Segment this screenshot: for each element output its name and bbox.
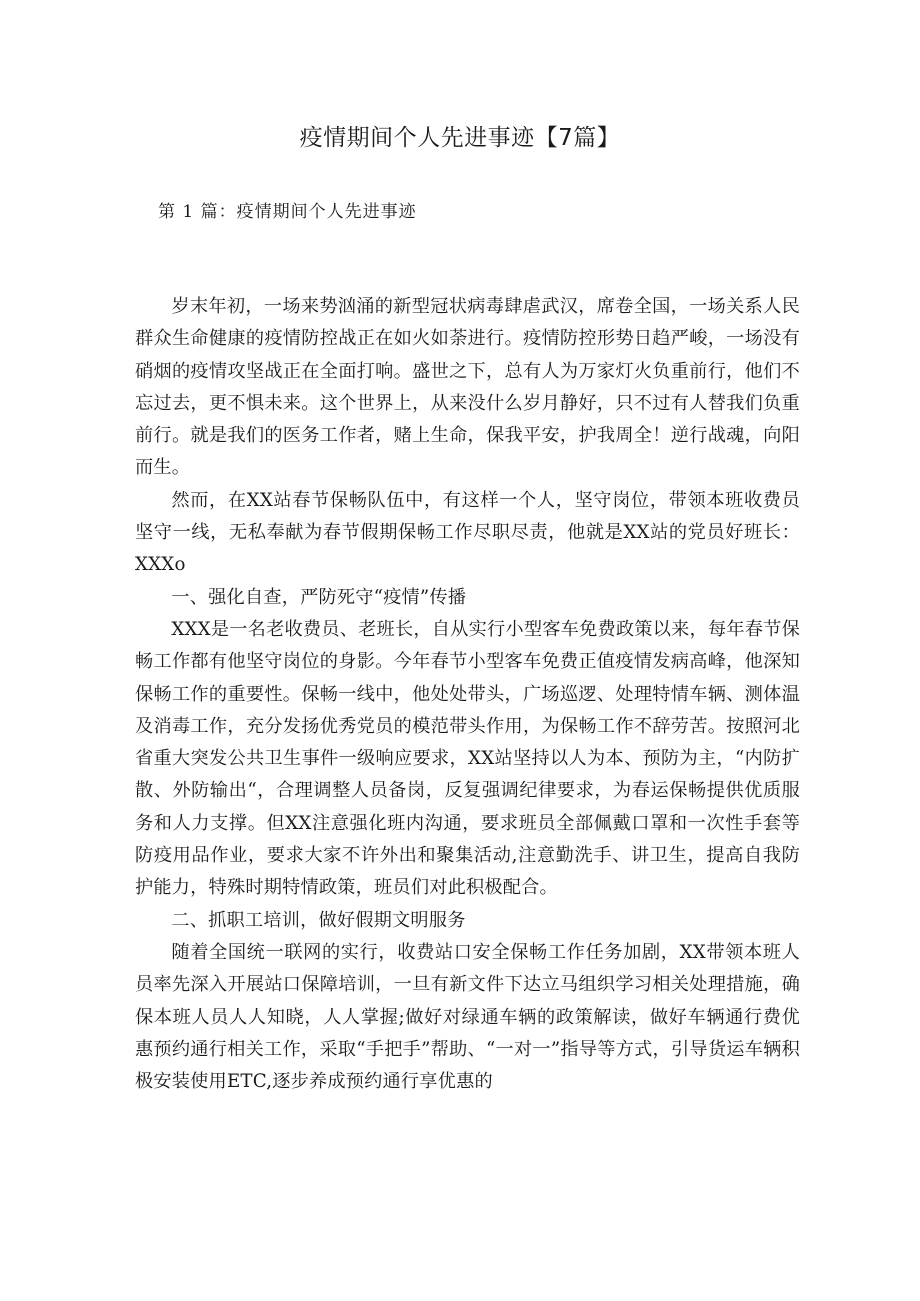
section-heading-1: 一、强化自查，严防死守“疫情”传播	[171, 586, 467, 608]
paragraph-intro: 岁末年初，一场来势汹涌的新型冠状病毒肆虐武汉，席卷全国，一场关系人民群众生命健康的疫情防控战正在如火如荼进行。疫情防控形势日趋严峻，一场没有硝烟的疫情攻坚战正在全面打响。盛世之下，总有人为万家灯火负重前行，他们不忘过去，更不惧未来。这个世界上，从来没什么岁月静好，只不过有人替我们负重前行。就是我们的医务工作者，赌上生命，保我平安，护我周全！逆行战魂，向阳而生。	[135, 296, 800, 479]
document-body	[135, 291, 800, 1098]
chapter-title: 第 1 篇：疫情期间个人先进事迹	[158, 202, 417, 222]
paragraph-section-2: 随着全国统一联网的实行，收费站口安全保畅工作任务加剧，XX带领本班人员率先深入开展站口保障培训，一旦有新文件下达立马组织学习相关处理措施，确保本班人员人人知晓，人人掌握;做好对绿通车辆的政策解读，做好车辆通行费优惠预约通行相关工作，采取“手把手”帮助、“一对一”指导等方式，引导货运车辆积极安装使用ETC,逐步养成预约通行享优惠的	[135, 941, 800, 1093]
paragraph-section-1: XXX是一名老收费员、老班长，自从实行小型客车免费政策以来，每年春节保畅工作都有他坚守岗位的身影。今年春节小型客车免费正值疫情发病高峰，他深知保畅工作的重要性。保畅一线中，他处处带头，广场巡逻、处理特情车辆、测体温及消毒工作，充分发扬优秀党员的模范带头作用，为保畅工作不辞劳苦。按照河北省重大突发公共卫生事件一级响应要求，XX站坚持以人为本、预防为主，“内防扩散、外防输出“，合理调整人员备岗，反复强调纪律要求，为春运保畅提供优质服务和人力支撑。但XX注意强化班内沟通，要求班员全部佩戴口罩和一次性手套等防疫用品作业，要求大家不许外出和聚集活动,注意勤洗手、讲卫生，提高自我防护能力，特殊时期特情政策，班员们对此积极配合。	[135, 618, 800, 899]
paragraph-team-leader: 然而，在XX站春节保畅队伍中，有这样一个人，坚守岗位，带领本班收费员坚守一线，无私奉献为春节假期保畅工作尽职尽责，他就是XX站的党员好班长：XXXo	[135, 489, 800, 576]
section-heading-2: 二、抓职工培训，做好假期文明服务	[171, 909, 466, 931]
document-title: 疫情期间个人先进事迹【7篇】	[299, 125, 621, 151]
